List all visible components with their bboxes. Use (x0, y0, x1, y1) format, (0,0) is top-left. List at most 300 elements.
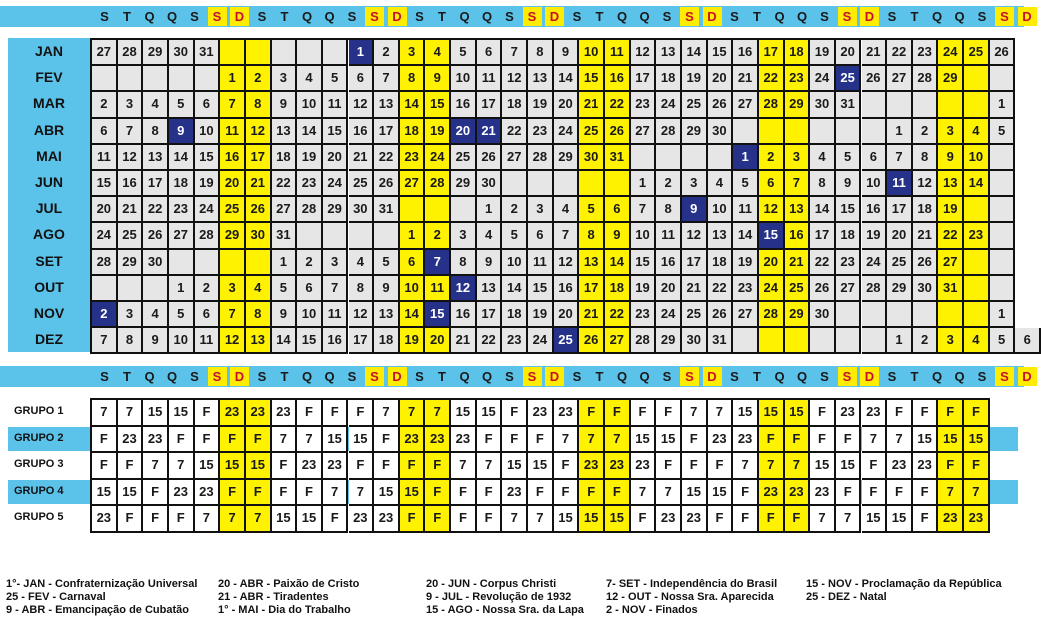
day-cell: 8 (810, 171, 836, 197)
day-cell: 11 (323, 92, 349, 118)
day-cell (990, 223, 1016, 249)
day-cell: 9 (682, 197, 708, 223)
day-cell: 24 (528, 328, 554, 354)
day-cell: 11 (220, 119, 246, 145)
day-cell (862, 119, 888, 145)
day-header: Q (144, 9, 155, 24)
day-cell: 15 (708, 40, 734, 66)
day-cell: 16 (349, 119, 375, 145)
day-cell: 8 (349, 276, 375, 302)
day-cell: 24 (92, 223, 118, 249)
group-shift-cell: 23 (810, 480, 836, 507)
group-shift-cell: F (477, 427, 503, 454)
day-header: D (1018, 367, 1037, 386)
day-cell: 26 (990, 40, 1016, 66)
day-cell: 3 (118, 302, 144, 328)
day-cell: 26 (143, 223, 169, 249)
day-cell: 10 (169, 328, 195, 354)
day-cell: 24 (425, 145, 451, 171)
day-cell: 14 (554, 66, 580, 92)
group-shift-cell: F (708, 453, 734, 480)
day-header: Q (796, 9, 808, 24)
day-cell: 2 (374, 40, 400, 66)
group-shift-cell: 23 (733, 427, 759, 454)
day-cell: 16 (785, 223, 811, 249)
legend-entry: 15 - AGO - Nossa Sra. da Lapa (426, 604, 584, 616)
day-cell: 3 (323, 250, 349, 276)
group-shift-cell: F (502, 427, 528, 454)
day-header: Q (324, 9, 335, 24)
day-cell: 2 (246, 66, 272, 92)
day-header: D (388, 367, 407, 386)
group-shift-cell: F (785, 427, 811, 454)
day-cell: 24 (810, 66, 836, 92)
month-label: FEV (35, 69, 63, 86)
day-cell (297, 40, 323, 66)
group-shift-cell: 15 (631, 427, 657, 454)
group-shift-cell: 7 (349, 480, 375, 507)
day-cell: 4 (810, 145, 836, 171)
day-cell (733, 328, 759, 354)
group-shift-cell: F (682, 427, 708, 454)
group-shift-cell: 15 (477, 400, 503, 427)
legend-entry: 25 - FEV - Carnaval (6, 591, 106, 603)
day-cell (323, 40, 349, 66)
day-header: S (415, 369, 424, 384)
day-cell: 6 (862, 145, 888, 171)
group-shift-cell: 23 (323, 453, 349, 480)
day-header: Q (324, 369, 335, 384)
day-cell: 3 (220, 276, 246, 302)
day-cell: 29 (785, 302, 811, 328)
group-shift-cell: F (425, 453, 451, 480)
day-cell: 21 (733, 66, 759, 92)
group-shift-cell: F (631, 400, 657, 427)
day-header: S (977, 369, 987, 384)
group-shift-cell: 23 (220, 400, 246, 427)
day-cell: 19 (938, 197, 964, 223)
day-cell: 13 (708, 223, 734, 249)
day-header: Q (639, 369, 650, 384)
day-cell: 5 (836, 145, 862, 171)
group-shift-cell: 15 (810, 453, 836, 480)
day-cell: 6 (195, 302, 221, 328)
day-cell: 29 (682, 119, 708, 145)
day-cell: 5 (169, 92, 195, 118)
day-cell (913, 92, 939, 118)
day-cell: 29 (220, 223, 246, 249)
day-cell: 29 (554, 145, 580, 171)
group-shift-cell: 15 (323, 427, 349, 454)
day-cell: 7 (323, 276, 349, 302)
group-shift-cell: 23 (400, 427, 426, 454)
day-cell: 9 (425, 66, 451, 92)
group-shift-cell: 23 (425, 427, 451, 454)
day-cell: 21 (913, 223, 939, 249)
day-cell: 21 (451, 328, 477, 354)
day-cell: 15 (836, 197, 862, 223)
day-cell (759, 119, 785, 145)
day-cell (118, 66, 144, 92)
day-cell: 3 (400, 40, 426, 66)
day-cell: 28 (297, 197, 323, 223)
day-cell (964, 302, 990, 328)
group-shift-cell: 7 (195, 506, 221, 533)
day-cell: 25 (682, 92, 708, 118)
day-cell: 24 (656, 92, 682, 118)
group-shift-cell: 7 (118, 400, 144, 427)
group-shift-cell: F (913, 400, 939, 427)
legend-entry: 7- SET - Independência do Brasil (606, 578, 778, 590)
day-cell: 20 (887, 223, 913, 249)
day-cell: 17 (579, 276, 605, 302)
day-cell: 3 (682, 171, 708, 197)
day-cell: 1 (400, 223, 426, 249)
day-cell: 7 (118, 119, 144, 145)
day-cell: 25 (785, 276, 811, 302)
day-cell: 18 (272, 145, 298, 171)
group-shift-cell: F (605, 480, 631, 507)
group-shift-cell: 15 (374, 480, 400, 507)
group-shift-cell: 7 (374, 400, 400, 427)
day-cell: 6 (528, 223, 554, 249)
group-shift-cell: F (374, 453, 400, 480)
legend-column (6, 578, 197, 617)
group-shift-cell: 15 (451, 400, 477, 427)
day-cell (92, 66, 118, 92)
day-cell: 16 (862, 197, 888, 223)
day-cell: 21 (579, 92, 605, 118)
day-cell: 14 (682, 40, 708, 66)
day-cell: 15 (631, 250, 657, 276)
group-shift-cell: 23 (605, 453, 631, 480)
day-cell: 17 (246, 145, 272, 171)
day-cell: 20 (92, 197, 118, 223)
day-header: S (730, 369, 739, 384)
day-cell: 22 (272, 171, 298, 197)
day-cell: 20 (836, 40, 862, 66)
day-cell: 15 (579, 66, 605, 92)
day-cell: 30 (682, 328, 708, 354)
day-cell: 20 (759, 250, 785, 276)
group-shift-cell: 7 (143, 453, 169, 480)
day-cell: 19 (682, 66, 708, 92)
day-cell: 10 (297, 302, 323, 328)
day-cell (118, 276, 144, 302)
day-cell (605, 171, 631, 197)
day-cell: 9 (938, 145, 964, 171)
day-cell: 25 (887, 250, 913, 276)
day-cell: 27 (169, 223, 195, 249)
group-shift-cell: F (836, 480, 862, 507)
day-cell: 27 (938, 250, 964, 276)
day-cell: 26 (246, 197, 272, 223)
group-shift-cell: 7 (528, 506, 554, 533)
day-header: S (662, 9, 672, 24)
day-cell: 23 (631, 302, 657, 328)
day-cell: 18 (913, 197, 939, 223)
day-cell: 27 (502, 145, 528, 171)
day-cell: 4 (425, 40, 451, 66)
group-shift-cell: 23 (631, 453, 657, 480)
day-cell: 1 (887, 328, 913, 354)
day-cell: 16 (656, 250, 682, 276)
day-cell (990, 145, 1016, 171)
day-header: T (123, 9, 131, 24)
day-cell: 30 (810, 302, 836, 328)
day-cell: 27 (605, 328, 631, 354)
legend-entry: 2 - NOV - Finados (606, 604, 698, 616)
day-cell: 11 (195, 328, 221, 354)
day-header: T (910, 9, 919, 24)
group-shift-cell: F (862, 480, 888, 507)
day-header: D (388, 7, 407, 26)
day-cell: 4 (708, 171, 734, 197)
group-shift-cell: 23 (195, 480, 221, 507)
day-cell: 21 (682, 276, 708, 302)
group-shift-cell: 23 (143, 427, 169, 454)
day-header: S (208, 7, 227, 26)
day-header: S (977, 9, 987, 24)
day-cell: 7 (502, 40, 528, 66)
day-cell: 13 (477, 276, 503, 302)
day-cell: 2 (759, 145, 785, 171)
group-shift-cell: 15 (195, 453, 221, 480)
day-cell: 1 (733, 145, 759, 171)
group-shift-cell: F (92, 427, 118, 454)
day-cell: 28 (759, 302, 785, 328)
day-header: T (753, 369, 761, 384)
group-shift-cell: 23 (887, 453, 913, 480)
day-cell: 22 (708, 276, 734, 302)
day-header: Q (639, 9, 650, 24)
month-label: MAR (33, 95, 65, 112)
day-cell: 15 (425, 92, 451, 118)
day-header: S (523, 7, 542, 26)
group-shift-cell: 15 (708, 480, 734, 507)
month-label: MAI (36, 147, 62, 164)
day-cell: 28 (425, 171, 451, 197)
group-shift-cell: 23 (374, 506, 400, 533)
day-cell: 25 (349, 171, 375, 197)
day-cell: 7 (374, 66, 400, 92)
day-cell: 22 (477, 328, 503, 354)
day-cell: 12 (349, 92, 375, 118)
group-shift-cell: F (964, 453, 990, 480)
group-shift-cell: 23 (169, 480, 195, 507)
group-shift-cell: 7 (92, 400, 118, 427)
group-label: GRUPO 3 (14, 458, 64, 470)
day-cell: 18 (374, 328, 400, 354)
day-cell: 25 (554, 328, 580, 354)
day-cell: 17 (349, 328, 375, 354)
day-cell: 17 (143, 171, 169, 197)
group-shift-cell: 23 (528, 400, 554, 427)
group-shift-cell: F (477, 480, 503, 507)
day-cell: 28 (118, 40, 144, 66)
day-header: Q (774, 369, 785, 384)
day-cell: 19 (810, 40, 836, 66)
day-cell: 25 (836, 66, 862, 92)
day-cell: 26 (913, 250, 939, 276)
day-cell (785, 119, 811, 145)
month-label: JUN (34, 174, 63, 191)
group-shift-cell: F (810, 400, 836, 427)
day-header: S (995, 7, 1014, 26)
day-cell: 13 (528, 66, 554, 92)
day-cell: 12 (118, 145, 144, 171)
day-cell: 31 (836, 92, 862, 118)
legend-entry: 12 - OUT - Nossa Sra. Aparecida (606, 591, 774, 603)
day-cell: 16 (220, 145, 246, 171)
day-cell: 9 (169, 119, 195, 145)
day-cell: 20 (554, 302, 580, 328)
group-shift-cell: 15 (682, 480, 708, 507)
group-shift-cell: 15 (118, 480, 144, 507)
day-cell: 26 (810, 276, 836, 302)
day-header: S (347, 9, 357, 24)
day-cell: 28 (195, 223, 221, 249)
day-cell: 16 (554, 276, 580, 302)
day-cell: 10 (195, 119, 221, 145)
day-cell (92, 276, 118, 302)
day-cell: 10 (297, 92, 323, 118)
day-cell: 18 (836, 223, 862, 249)
day-cell: 8 (246, 302, 272, 328)
day-cell: 13 (656, 40, 682, 66)
group-shift-cell: 23 (656, 506, 682, 533)
day-cell: 26 (374, 171, 400, 197)
group-shift-cell: 15 (528, 453, 554, 480)
day-cell: 30 (708, 119, 734, 145)
day-cell: 11 (887, 171, 913, 197)
day-cell (656, 145, 682, 171)
day-cell: 29 (118, 250, 144, 276)
group-label: GRUPO 4 (14, 484, 64, 497)
day-cell: 6 (297, 276, 323, 302)
group-shift-cell: 23 (836, 400, 862, 427)
day-cell: 5 (451, 40, 477, 66)
day-header: S (820, 369, 829, 384)
day-cell: 18 (400, 119, 426, 145)
legend-entry: 21 - ABR - Tiradentes (218, 591, 329, 603)
group-shift-cell: F (656, 400, 682, 427)
day-cell: 22 (810, 250, 836, 276)
group-shift-cell: F (605, 400, 631, 427)
day-cell (631, 145, 657, 171)
group-shift-cell: F (451, 506, 477, 533)
day-cell: 27 (92, 40, 118, 66)
day-header: T (595, 9, 604, 24)
day-cell: 30 (810, 92, 836, 118)
group-shift-cell: F (374, 427, 400, 454)
month-label: JAN (34, 43, 63, 60)
day-cell (323, 223, 349, 249)
day-cell: 6 (92, 119, 118, 145)
group-shift-cell: 15 (400, 480, 426, 507)
day-cell: 23 (528, 119, 554, 145)
group-shift-cell: F (169, 427, 195, 454)
group-shift-cell: F (528, 480, 554, 507)
day-cell: 4 (349, 250, 375, 276)
day-cell: 19 (425, 119, 451, 145)
day-cell: 12 (451, 276, 477, 302)
day-header: T (595, 369, 604, 384)
day-header: Q (459, 9, 470, 24)
day-cell: 4 (554, 197, 580, 223)
group-shift-cell: 7 (297, 427, 323, 454)
day-cell: 11 (656, 223, 682, 249)
day-cell: 11 (425, 276, 451, 302)
group-shift-cell: 23 (913, 453, 939, 480)
day-cell: 2 (92, 302, 118, 328)
group-shift-cell: 23 (554, 400, 580, 427)
day-header: Q (616, 369, 628, 384)
day-cell (297, 223, 323, 249)
group-shift-cell: F (143, 480, 169, 507)
day-header: D (545, 7, 564, 26)
group-shift-cell: F (272, 453, 298, 480)
day-header: Q (931, 9, 943, 24)
day-cell: 29 (656, 328, 682, 354)
day-cell (169, 66, 195, 92)
day-cell: 23 (169, 197, 195, 223)
group-shift-cell: 7 (400, 400, 426, 427)
group-shift-cell: F (400, 453, 426, 480)
day-cell (990, 276, 1016, 302)
legend-entry: 9 - ABR - Emancipação de Cubatão (6, 604, 189, 616)
group-shift-cell: F (708, 506, 734, 533)
group-shift-cell: 15 (143, 400, 169, 427)
day-cell (349, 223, 375, 249)
day-cell: 9 (605, 223, 631, 249)
day-cell: 31 (605, 145, 631, 171)
group-shift-cell: 7 (605, 427, 631, 454)
day-cell: 10 (708, 197, 734, 223)
group-shift-cell: 7 (759, 453, 785, 480)
group-shift-cell: 7 (425, 400, 451, 427)
day-cell: 2 (913, 328, 939, 354)
day-cell: 10 (579, 40, 605, 66)
day-cell: 26 (708, 302, 734, 328)
group-shift-cell: 15 (964, 427, 990, 454)
group-shift-cell: F (733, 506, 759, 533)
day-cell: 23 (913, 40, 939, 66)
day-cell: 21 (118, 197, 144, 223)
day-cell: 2 (195, 276, 221, 302)
day-cell: 25 (220, 197, 246, 223)
day-cell: 5 (169, 302, 195, 328)
group-shift-cell: F (118, 453, 144, 480)
day-cell: 29 (887, 276, 913, 302)
group-shift-cell: 7 (246, 506, 272, 533)
day-cell: 28 (913, 66, 939, 92)
day-cell: 20 (708, 66, 734, 92)
day-cell: 11 (323, 302, 349, 328)
day-cell: 9 (374, 276, 400, 302)
day-cell: 15 (92, 171, 118, 197)
day-cell (964, 276, 990, 302)
day-cell: 17 (887, 197, 913, 223)
month-label: JUL (35, 200, 63, 217)
group-label: GRUPO 1 (14, 405, 64, 417)
day-cell: 22 (938, 223, 964, 249)
group-shift-cell: 23 (451, 427, 477, 454)
day-cell: 9 (143, 328, 169, 354)
group-shift-cell: 23 (862, 400, 888, 427)
day-cell (400, 197, 426, 223)
day-cell: 10 (502, 250, 528, 276)
